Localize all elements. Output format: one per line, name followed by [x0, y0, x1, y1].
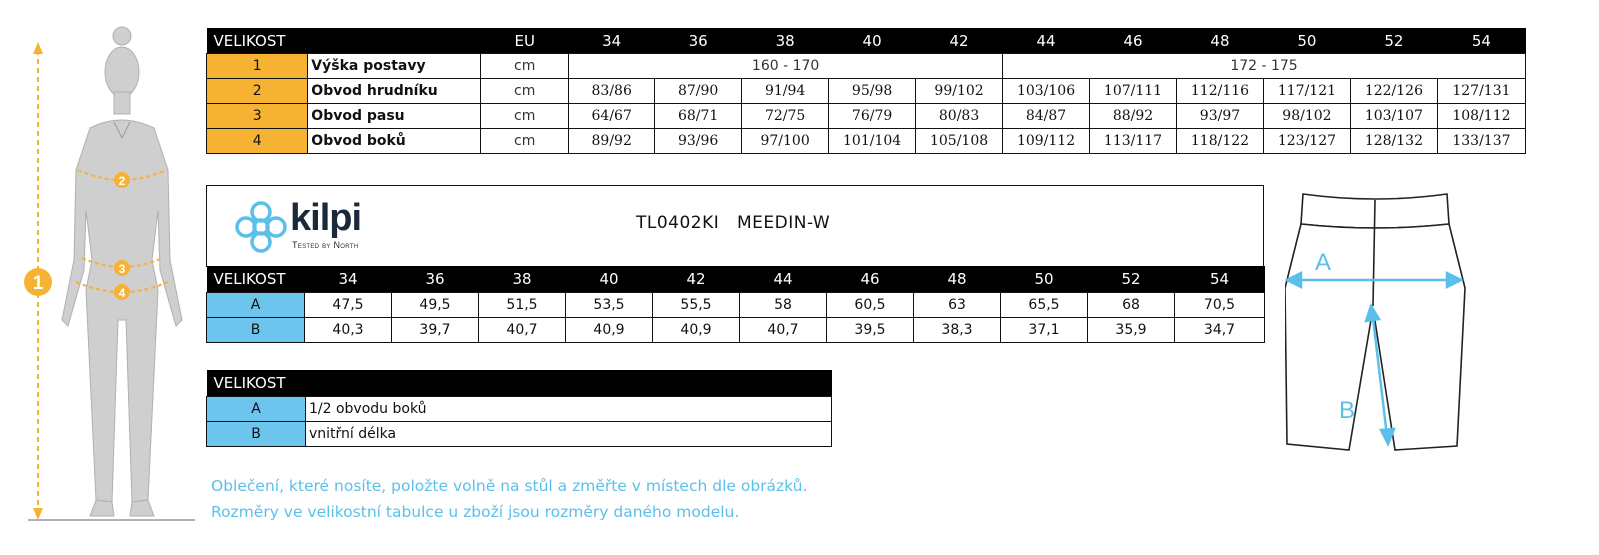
table-row — [207, 293, 1265, 318]
cell: 40,3 — [305, 318, 392, 343]
cell: 87/90 — [655, 79, 742, 104]
cell: 99/102 — [916, 79, 1003, 104]
cell: 40,7 — [740, 318, 827, 343]
cell: 51,5 — [479, 293, 566, 318]
table-row — [207, 318, 1265, 343]
row-label: Obvod hrudníku — [308, 79, 481, 104]
cell: 91/94 — [742, 79, 829, 104]
cell: 39,5 — [827, 318, 914, 343]
table-row — [207, 79, 1526, 104]
cell: 72/75 — [742, 104, 829, 129]
row-description: 1/2 obvodu boků — [306, 397, 832, 422]
row-unit: cm — [481, 129, 569, 154]
marker-3-icon — [114, 260, 130, 276]
header-size: 34 — [305, 266, 392, 293]
cell: 39,7 — [392, 318, 479, 343]
cell: 65,5 — [1001, 293, 1088, 318]
logo-wordmark: kilpi — [290, 197, 362, 239]
header-size: 50 — [1263, 28, 1350, 54]
cell: 128/132 — [1350, 129, 1437, 154]
header-size: 38 — [479, 266, 566, 293]
table-row — [207, 104, 1526, 129]
header-size: 36 — [655, 28, 742, 54]
cell: 35,9 — [1088, 318, 1175, 343]
product-code: TL0402KI — [636, 213, 720, 233]
header-velikost: VELIKOST — [207, 28, 481, 54]
cell: 49,5 — [392, 293, 479, 318]
cell: 84/87 — [1003, 104, 1090, 129]
cell: 93/96 — [655, 129, 742, 154]
cell: 88/92 — [1090, 104, 1177, 129]
cell: 68/71 — [655, 104, 742, 129]
row-label: Obvod pasu — [308, 104, 481, 129]
cell: 117/121 — [1263, 79, 1350, 104]
row-description: vnitřní délka — [306, 422, 832, 447]
cell: 118/122 — [1176, 129, 1263, 154]
table-row — [207, 54, 1526, 79]
cell: 93/97 — [1176, 104, 1263, 129]
row-key: A — [207, 293, 305, 318]
legend-table — [206, 370, 832, 447]
table-row — [207, 397, 832, 422]
header-size: 46 — [827, 266, 914, 293]
row-unit: cm — [481, 104, 569, 129]
header-size: 52 — [1350, 28, 1437, 54]
header-size: 42 — [916, 28, 1003, 54]
cell: 63 — [914, 293, 1001, 318]
kilpi-logo — [230, 196, 390, 258]
svg-text:3: 3 — [118, 262, 126, 276]
header-size: 40 — [566, 266, 653, 293]
header-size: 34 — [569, 28, 655, 54]
cell: 80/83 — [916, 104, 1003, 129]
header-size: 54 — [1175, 266, 1265, 293]
label-b: B — [1339, 397, 1356, 424]
marker-4-icon — [114, 284, 130, 300]
knot-icon — [230, 196, 292, 258]
header-size: 54 — [1437, 28, 1525, 54]
cell: 76/79 — [829, 104, 916, 129]
cell: 107/111 — [1090, 79, 1177, 104]
header-size: 48 — [914, 266, 1001, 293]
cell: 95/98 — [829, 79, 916, 104]
cell: 55,5 — [653, 293, 740, 318]
size-table-header — [207, 28, 1526, 54]
cell: 83/86 — [569, 79, 655, 104]
row-label: Obvod boků — [308, 129, 481, 154]
cell: 98/102 — [1263, 104, 1350, 129]
cell: 105/108 — [916, 129, 1003, 154]
height-range: 172 - 175 — [1003, 54, 1526, 79]
header-size: 42 — [653, 266, 740, 293]
shorts-diagram — [1285, 188, 1475, 453]
header-size: 36 — [392, 266, 479, 293]
cell: 97/100 — [742, 129, 829, 154]
cell: 133/137 — [1437, 129, 1525, 154]
row-number: 1 — [207, 54, 308, 79]
row-key: A — [207, 397, 306, 422]
size-table — [206, 28, 1526, 154]
cell: 58 — [740, 293, 827, 318]
header-size: 48 — [1176, 28, 1263, 54]
cell: 40,9 — [653, 318, 740, 343]
cell: 112/116 — [1176, 79, 1263, 104]
row-key: B — [207, 422, 306, 447]
cell: 34,7 — [1175, 318, 1265, 343]
row-unit: cm — [481, 79, 569, 104]
header-size: 44 — [1003, 28, 1090, 54]
svg-text:4: 4 — [118, 286, 126, 300]
header-eu: EU — [481, 28, 569, 54]
header-size: 44 — [740, 266, 827, 293]
cell: 53,5 — [566, 293, 653, 318]
cell: 113/117 — [1090, 129, 1177, 154]
cell: 101/104 — [829, 129, 916, 154]
cell: 40,7 — [479, 318, 566, 343]
cell: 40,9 — [566, 318, 653, 343]
header-size: 38 — [742, 28, 829, 54]
row-number: 3 — [207, 104, 308, 129]
body-measurement-figure — [20, 20, 205, 530]
cell: 47,5 — [305, 293, 392, 318]
header-size: 52 — [1088, 266, 1175, 293]
cell: 60,5 — [827, 293, 914, 318]
cell: 109/112 — [1003, 129, 1090, 154]
label-a: A — [1315, 249, 1332, 276]
product-size-table — [206, 266, 1265, 343]
height-range: 160 - 170 — [569, 54, 1003, 79]
product-name: MEEDIN-W — [737, 213, 831, 233]
row-key: B — [207, 318, 305, 343]
cell: 123/127 — [1263, 129, 1350, 154]
svg-text:2: 2 — [118, 174, 126, 188]
cell: 108/112 — [1437, 104, 1525, 129]
instruction-note: Oblečení, které nosíte, položte volně na stůl a změřte v místech dle obrázků. — [211, 477, 808, 495]
cell: 68 — [1088, 293, 1175, 318]
product-code-line — [636, 213, 830, 233]
instruction-note: Rozměry ve velikostní tabulce u zboží jsou rozměry daného modelu. — [211, 503, 740, 521]
cell: 89/92 — [569, 129, 655, 154]
header-size: 50 — [1001, 266, 1088, 293]
logo-tagline: Tested by North — [292, 240, 359, 250]
cell: 64/67 — [569, 104, 655, 129]
cell: 103/106 — [1003, 79, 1090, 104]
marker-2-icon — [114, 172, 130, 188]
cell: 70,5 — [1175, 293, 1265, 318]
header-size: 46 — [1090, 28, 1177, 54]
header-velikost: VELIKOST — [207, 370, 832, 397]
svg-text:1: 1 — [32, 273, 44, 294]
row-number: 2 — [207, 79, 308, 104]
table-row — [207, 129, 1526, 154]
cell: 37,1 — [1001, 318, 1088, 343]
row-label: Výška postavy — [308, 54, 481, 79]
legend-header — [207, 370, 832, 397]
header-size: 40 — [829, 28, 916, 54]
cell: 122/126 — [1350, 79, 1437, 104]
header-velikost: VELIKOST — [207, 266, 305, 293]
row-number: 4 — [207, 129, 308, 154]
cell: 38,3 — [914, 318, 1001, 343]
cell: 127/131 — [1437, 79, 1525, 104]
table-row — [207, 422, 832, 447]
marker-1-icon — [24, 268, 52, 296]
row-unit: cm — [481, 54, 569, 79]
product-table-header — [207, 266, 1265, 293]
cell: 103/107 — [1350, 104, 1437, 129]
